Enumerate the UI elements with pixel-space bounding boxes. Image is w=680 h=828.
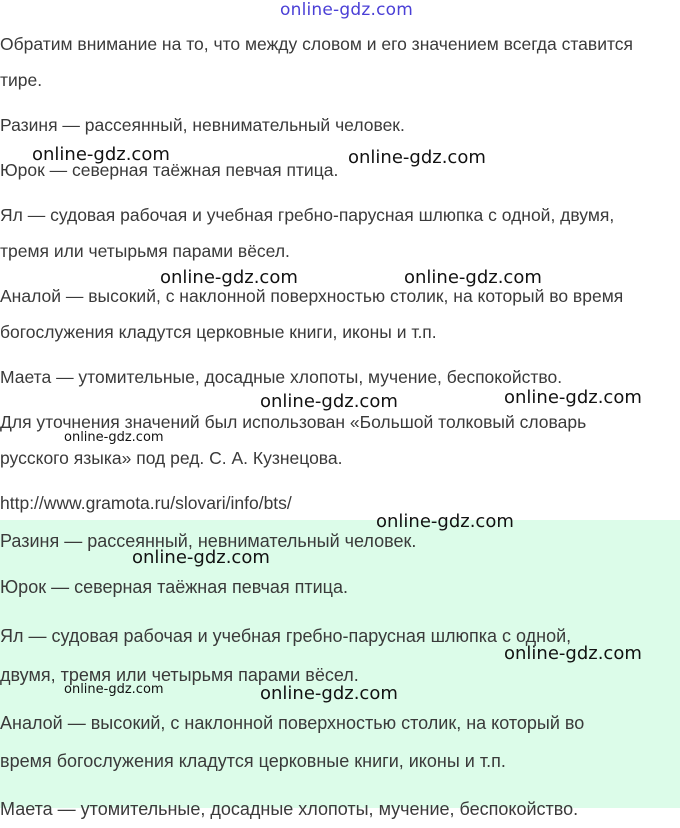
definition-yal-line-1: Ял — судовая рабочая и учебная гребно-парусная шлюпка с одной, двумя, xyxy=(0,205,615,225)
answer-razinya: Разиня — рассеянный, невнимательный человек. xyxy=(0,531,417,551)
definition-yal-line-2: тремя или четырьмя парами вёсел. xyxy=(0,241,290,261)
watermark: online-gdz.com xyxy=(64,430,164,445)
definition-analoy-line-2: богослужения кладутся церковные книги, иконы и т.п. xyxy=(0,322,437,342)
answer-yal-line-1: Ял — судовая рабочая и учебная гребно-парусная шлюпка с одной, xyxy=(0,626,572,646)
definition-analoy-line-1: Аналой — высокий, с наклонной поверхностью столик, на который во время xyxy=(0,286,624,306)
source-line-1: Для уточнения значений был использован «Большой толковый словарь xyxy=(0,412,587,432)
watermark: online-gdz.com xyxy=(348,147,486,168)
answer-yal-line-2: двумя, тремя или четырьмя парами вёсел. xyxy=(0,665,359,685)
watermark: online-gdz.com xyxy=(260,683,398,704)
source-line-2: русского языка» под ред. С. А. Кузнецова. xyxy=(0,448,343,468)
site-watermark-top: online-gdz.com xyxy=(280,0,414,20)
watermark: online-gdz.com xyxy=(376,511,514,532)
answer-maeta: Маета — утомительные, досадные хлопоты, мучение, беспокойство. xyxy=(0,799,579,819)
answer-analoy-line-2: время богослужения кладутся церковные книги, иконы и т.п. xyxy=(0,751,506,771)
answer-analoy-line-1: Аналой — высокий, с наклонной поверхностью столик, на который во xyxy=(0,713,585,733)
watermark: online-gdz.com xyxy=(504,643,642,664)
answer-block xyxy=(0,520,680,819)
source-url-link[interactable]: http://www.gramota.ru/slovari/info/bts/ xyxy=(0,493,292,513)
definition-yurok: Юрок — северная таёжная певчая птица. xyxy=(0,160,339,180)
intro-line-2: тире. xyxy=(0,70,43,90)
definition-maeta: Маета — утомительные, досадные хлопоты, мучение, беспокойство. xyxy=(0,367,563,387)
watermark: online-gdz.com xyxy=(504,387,642,408)
watermark: online-gdz.com xyxy=(132,547,270,568)
watermark: online-gdz.com xyxy=(260,391,398,412)
watermark: online-gdz.com xyxy=(160,267,298,288)
watermark: online-gdz.com xyxy=(64,682,164,697)
watermark: online-gdz.com xyxy=(32,144,170,165)
definition-razinya: Разиня — рассеянный, невнимательный человек. xyxy=(0,115,405,135)
watermark: online-gdz.com xyxy=(404,267,542,288)
intro-line-1: Обратим внимание на то, что между словом и его значением всегда ставится xyxy=(0,34,634,54)
answer-yurok: Юрок — северная таёжная певчая птица. xyxy=(0,577,348,597)
